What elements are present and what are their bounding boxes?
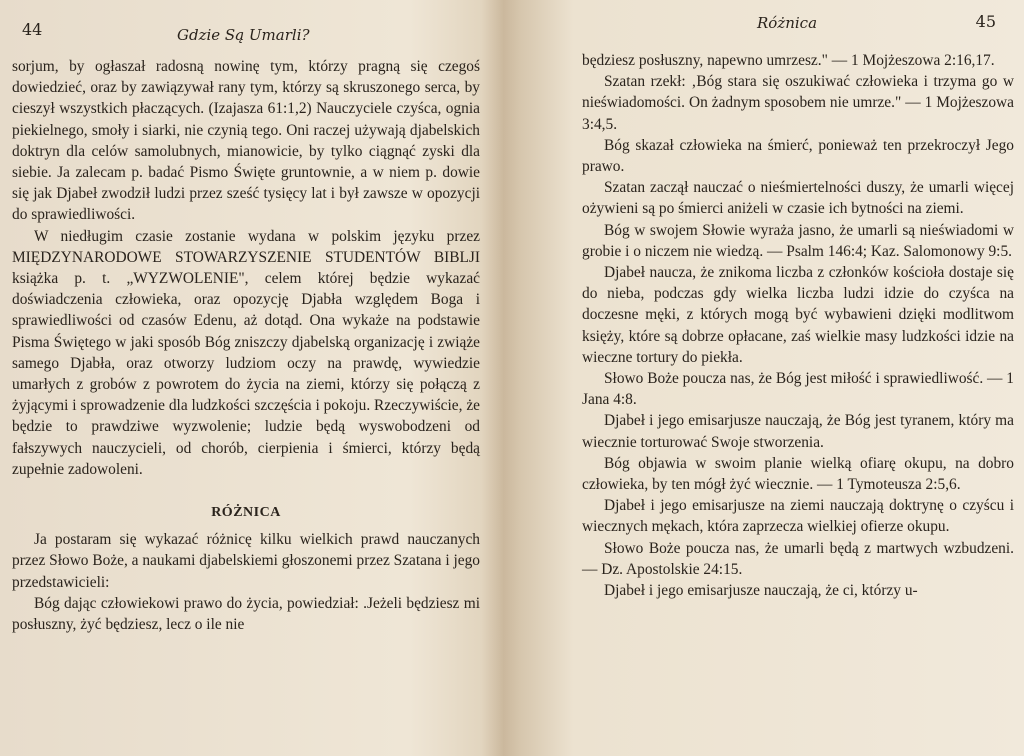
right-page-body [582,50,1014,601]
paragraph: Szatan zaczął nauczać o nieśmiertelności duszy, że umarli więcej ożywieni są po śmierci aniżeli w czasie ich bytności na ziemi. [582,179,1014,218]
paragraph: Djabeł i jego emisarjusze na ziemi nauczają doktrynę o czyścu i wiecznych mękach, która zaprzecza wielkiej ofierze okupu. [582,497,1014,536]
right-page [510,0,1024,756]
paragraph: Bóg skazał człowieka na śmierć, ponieważ ten przekroczył Jego prawo. [582,136,1014,176]
paragraph: sorjum, by ogłaszał radosną nowinę tym, którzy pragną się czegoś dowiedzieć, oraz by zawiązywał rany tym, którzy są skruszonego serca, by cieszył wszystkich płaczących. (Izajasza 61:1,2) Nauczyciele czyśca, ognia piekielnego, smoły i siarki, nie czynią tego. Oni raczej używają djabelskich doktryn dla celów samolubnych, mianowicie, by tylko ciągnąć zyski dla siebie. Ja zalecam p. badać Pismo Święte gruntownie, a w niem p. dowie się jak Djabeł zwodził ludzi przez sześć tysięcy lat i był zawsze w opozycji do sprawiedliwości. [12,58,480,224]
paragraph: W niedługim czasie zostanie wydana w polskim języku przez MIĘDZYNARODOWE STOWARZYSZENIE STUDENTÓW BIBLJI książka p. t. „WYZWOLENIE", celem której będzie wykazać doświadczenia człowieka, oraz opozycję Djabła względem Boga i sprawiedliwości od czasów Edenu, aż dotąd. Ona wykaże na podstawie Pisma Świętego w jaki sposób Bóg zniszczy djabelską organizację i zwiąże samego Djabła, oraz otworzy ludziom oczy na prawdę, wywiedzie umarłych z grobów z powrotem do życia na ziemi, którzy się połączą z żyjącymi i sprowadzenie dla ludzkości szczęścia i pokoju. Rzeczywiście, że będzie to prawdziwe wyzwolenie; ludzie będą wyswobodzeni od fałszywych nauczycieli, od chorób, cierpienia i śmierci, którzy będą zupełnie zadowoleni. [12,227,480,478]
left-page-body [12,56,480,635]
paragraph: będziesz posłuszny, napewno umrzesz." — 1 Mojżeszowa 2:16,17. [582,52,995,69]
page-number: 44 [22,20,43,39]
section-heading: RÓŻNICA [211,505,281,521]
paragraph: Djabeł i jego emisarjusze nauczają, że ci, którzy u- [604,582,918,600]
paragraph: Djabeł naucza, że znikoma liczba z członków kościoła dostaje się do nieba, podczas gdy wielka liczba ludzi idzie do czyśca na doczesne męki, z których mogą być wybawieni dzięki modlitwom księży, które są dobrze opłacane, zaś wielkie masy ludzkości idzie na wieczne tortury do piekła. [582,264,1014,366]
paragraph: Djabeł i jego emisarjusze nauczają, że Bóg jest tyranem, który ma wiecznie torturować Swoje stworzenia. [582,412,1014,451]
paragraph: Słowo Boże poucza nas, że umarli będą z martwych wzbudzeni. — Dz. Apostolskie 24:15. [582,539,1014,578]
page-number: 45 [975,12,996,31]
paragraph: Słowo Boże poucza nas, że Bóg jest miłość i sprawiedliwość. — 1 Jana 4:8. [582,370,1014,409]
running-title: Różnica [757,14,818,32]
paragraph: Bóg w swojem Słowie wyraża jasno, że umarli są nieświadomi w grobie i o niczem nie wiedzą. — Psalm 146:4; Kaz. Salomonowy 9:5. [582,221,1014,260]
paragraph: Ja postaram się wykazać różnicę kilku wielkich prawd nauczanych przez Słowo Boże, a naukami djabelskiemi głoszonemi przez Szatana i jego przedstawicieli: [12,531,480,591]
paragraph: Bóg dając człowiekowi prawo do życia, powiedział: .Jeżeli będziesz mi posłuszny, żyć będziesz, lecz o ile nie [12,594,480,634]
right-page-header [582,6,1014,56]
paragraph: Szatan rzekł: ‚Bóg stara się oszukiwać człowieka i trzyma go w nieświadomości. On żadnym sposobem nie umrze." — 1 Mojżeszowa 3:4,5. [582,73,1014,133]
running-title: Gdzie Są Umarli? [177,26,310,44]
left-page [0,0,500,756]
paragraph: Bóg objawia w swoim planie wielką ofiarę okupu, na dobro człowieka, by ten mógł żyć wiecznie. — 1 Tymoteusza 2:5,6. [582,454,1014,494]
left-page-header [12,6,480,56]
